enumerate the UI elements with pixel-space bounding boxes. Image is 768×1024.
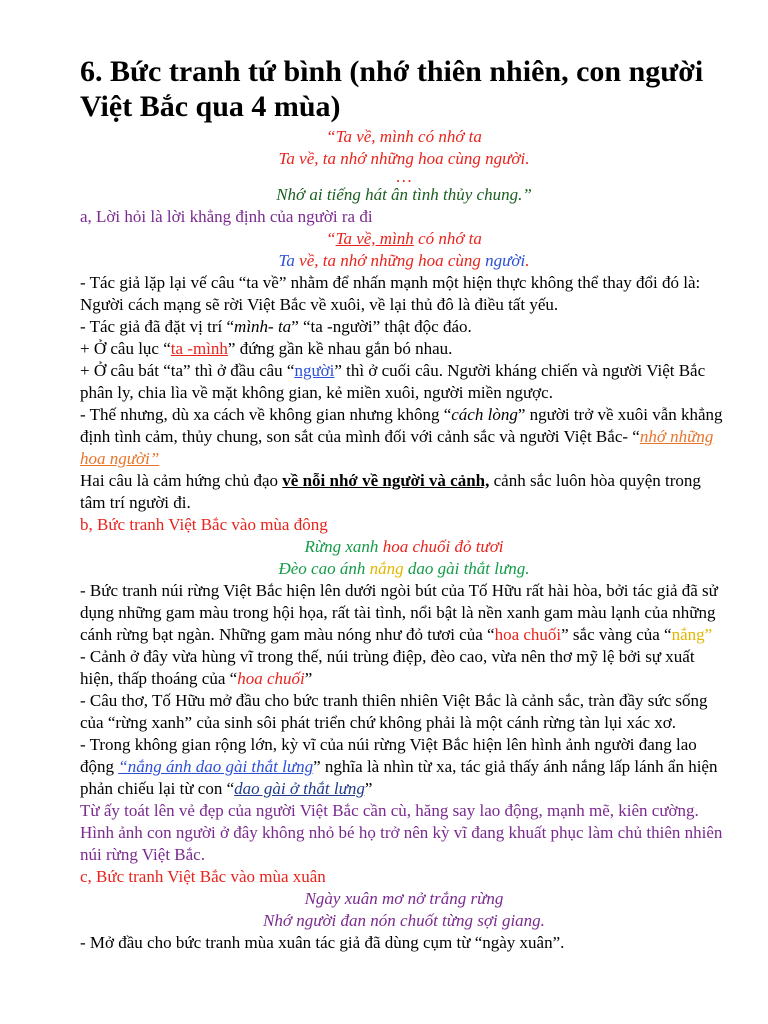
intro-poem-ellipsis: … — [396, 167, 412, 186]
poem-word-ta: Ta — [278, 251, 295, 270]
highlight-quote: nhớ những hoa người” — [80, 427, 714, 468]
text: - Tác giả đã đặt vị trí “ — [80, 317, 235, 336]
highlight-nguoi: người — [294, 361, 335, 380]
text: + Ở câu bát “ta” thì ở đầu câu “ — [80, 361, 295, 380]
text: ” — [364, 779, 373, 798]
section-a-para-2 — [80, 316, 728, 338]
section-a-para-1: - Tác giả lặp lại vế câu “ta về” nhằm để nhấn mạnh một hiện thực không thể thay đổi đó là: Người cách mạng sẽ rời Việt Bắc về xuôi, về lại thủ đô là điều tất yếu. — [80, 273, 701, 314]
text: ” thì ở cuối câu. Người kháng chiến và người Việt Bắc phân ly, chia lìa về mặt không gian, kẻ miền xuôi, người miền ngược. — [80, 361, 706, 402]
section-b-poem-line-1 — [80, 536, 728, 558]
text: - Cảnh ở đây vừa hùng vĩ trong thế, núi trùng điệp, đèo cao, vừa nên thơ mỹ lệ bởi sự xuất hiện, thấp thoáng của “ — [80, 647, 695, 688]
highlight-dao-gai: dao gài ở thắt lưng — [234, 779, 365, 798]
section-c-poem-line-2: Nhớ người đan nón chuốt từng sợi giang. — [263, 911, 545, 930]
poem-text-green: Đèo cao ánh — [278, 559, 370, 578]
text: ” nghĩa là nhìn từ xa, tác giả thấy ánh nắng lấp lánh ẩn hiện phản chiếu lại từ con “ — [80, 757, 718, 798]
text: ” đứng gần kề nhau gắn bó nhau. — [227, 339, 453, 358]
poem-text-yellow: nắng — [369, 559, 404, 578]
section-a-heading: a, Lời hỏi là lời khẳng định của người ra đi — [80, 207, 373, 226]
poem-text-green: dao gài thắt lưng. — [403, 559, 530, 578]
intro-poem-line-1: “Ta về, mình có nhớ ta — [326, 127, 482, 146]
text: Hai câu là cảm hứng chủ đạo — [80, 471, 283, 490]
section-a-poem-line-2 — [80, 250, 728, 272]
highlight-ta-minh: ta -mình — [170, 339, 228, 358]
section-b-para-3: - Câu thơ, Tố Hữu mở đầu cho bức tranh thiên nhiên Việt Bắc là cảnh sắc, tràn đầy sức sống của “rừng xanh” của sinh sôi phát triển chứ không phải là một cánh rừng tàn lụi xác xơ. — [80, 691, 708, 732]
poem-word-nguoi: người — [485, 251, 526, 270]
text: + Ở câu lục “ — [80, 339, 171, 358]
text: cảnh sắc luôn hòa quyện trong tâm trí người đi. — [80, 471, 701, 512]
section-b-para-4 — [80, 734, 728, 800]
section-b-para-5: Từ ấy toát lên vẻ đẹp của người Việt Bắc cần cù, hăng say lao động, mạnh mẽ, kiên cường. Hình ảnh con người ở đây không nhỏ bé họ trở nên kỳ vĩ đang khuất phục làm chủ thiên nhiên núi rừng Việt Bắc. — [80, 801, 723, 864]
text: - Thế nhưng, dù xa cách về không gian nhưng không “ — [80, 405, 452, 424]
highlight-hoa-chuoi: hoa chuối — [494, 625, 562, 644]
section-b-poem-line-2 — [80, 558, 728, 580]
quote-mark: “ — [326, 229, 336, 248]
text: - Trong không gian rộng lớn, kỳ vĩ của núi rừng Việt Bắc hiện lên hình ảnh người đang lao động — [80, 735, 697, 776]
bold-underline-text: về nỗi nhớ về người và cảnh, — [282, 471, 490, 490]
section-b-heading: b, Bức tranh Việt Bắc vào mùa đông — [80, 515, 328, 534]
section-a-para-4 — [80, 360, 728, 404]
text: ” — [304, 669, 313, 688]
poem-text: về, ta nhớ những hoa cùng — [294, 251, 486, 270]
poem-text: có nhớ ta — [413, 229, 482, 248]
section-b-para-1 — [80, 580, 728, 646]
highlight-hoa-chuoi: hoa chuối — [237, 669, 305, 688]
poem-text-red: hoa chuối đỏ tươi — [382, 537, 504, 556]
section-c-heading: c, Bức tranh Việt Bắc vào mùa xuân — [80, 867, 326, 886]
intro-poem-line-2: Ta về, ta nhớ những hoa cùng người. — [278, 149, 530, 168]
intro-poem-line-4: Nhớ ai tiếng hát ân tình thủy chung.” — [276, 185, 532, 204]
section-a-para-5 — [80, 404, 728, 470]
poem-period: . — [525, 251, 530, 270]
text: ” người trở về xuôi vẫn khẳng định tình cảm, thủy chung, son sắt của mình đối với cảnh sắc và người Việt Bắc- “ — [80, 405, 723, 446]
italic-text: mình- ta — [234, 317, 292, 336]
highlight-nang: nắng” — [671, 625, 713, 644]
text: - Bức tranh núi rừng Việt Bắc hiện lên dưới ngòi bút của Tố Hữu rất hài hòa, bởi tác giả đã sử dụng những gam màu trong hội họa, rất tài tình, nổi bật là nền xanh gam màu lạnh của những cánh rừng bạt ngàn. Những gam màu nóng như đỏ tươi của “ — [80, 581, 718, 644]
italic-text: cách lòng — [451, 405, 518, 424]
section-c-para-1: - Mở đầu cho bức tranh mùa xuân tác giả đã dùng cụm từ “ngày xuân”. — [80, 933, 565, 952]
highlight-quote-blue: “nắng ánh dao gài thắt lưng — [118, 757, 314, 776]
section-b-para-2 — [80, 646, 728, 690]
section-c-poem-line-1: Ngày xuân mơ nở trắng rừng — [304, 889, 504, 908]
text: ” “ta -người” thật độc đáo. — [291, 317, 472, 336]
text: ” sắc vàng của “ — [561, 625, 672, 644]
section-a-para-3 — [80, 338, 728, 360]
poem-text-green: Rừng xanh — [304, 537, 383, 556]
section-a-para-6 — [80, 470, 728, 514]
section-a-poem-line-1 — [80, 228, 728, 250]
page-title: 6. Bức tranh tứ bình (nhớ thiên nhiên, con người Việt Bắc qua 4 mùa) — [80, 55, 704, 123]
underlined-phrase: Ta về, mình — [335, 229, 414, 248]
